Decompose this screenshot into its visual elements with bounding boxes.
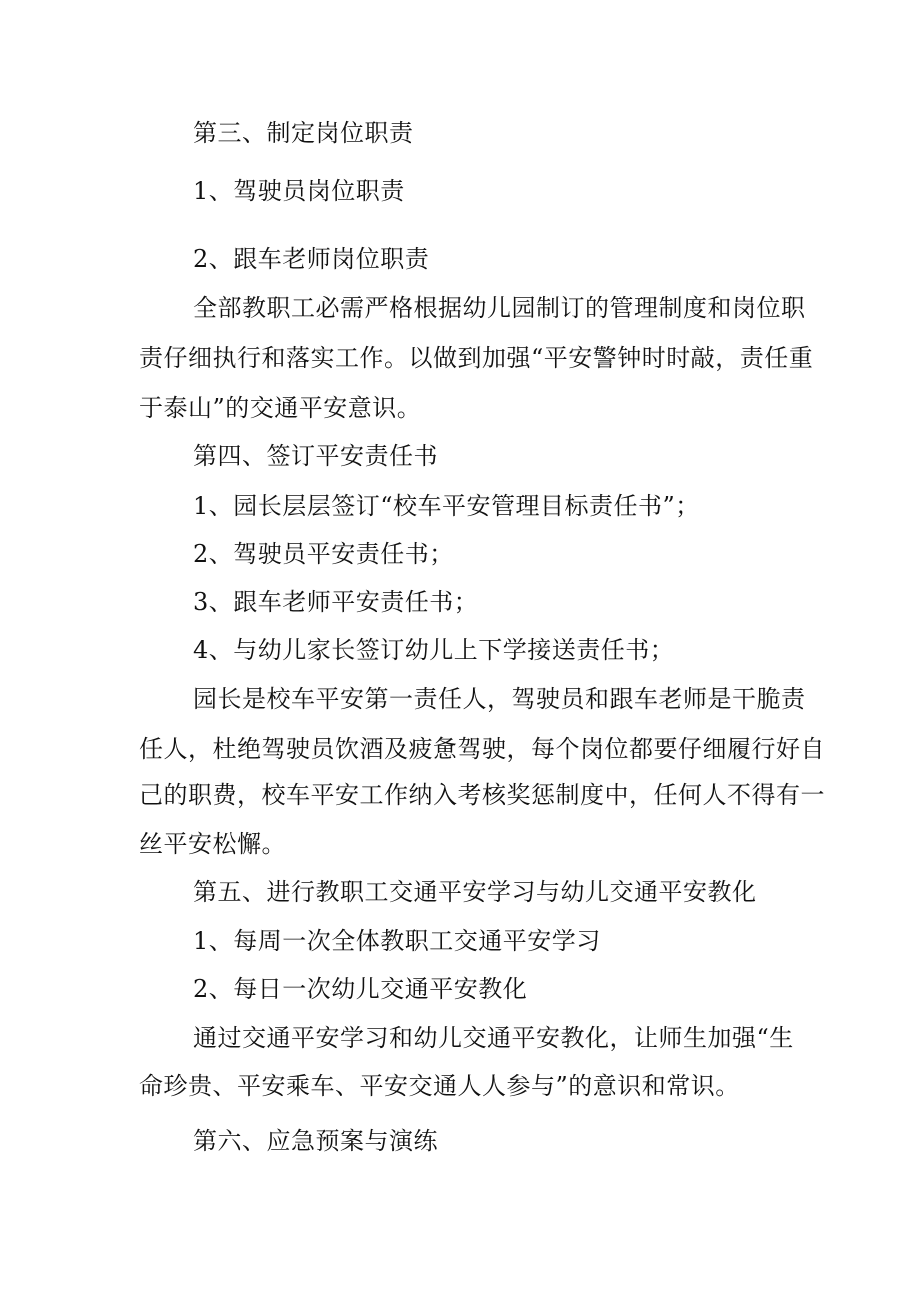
list-item: 2、驾驶员平安责任书； [193, 540, 454, 568]
list-item: 2、每日一次幼儿交通平安教化 [193, 975, 528, 1003]
list-item: 1、每周一次全体教职工交通平安学习 [193, 927, 601, 955]
paragraph-line: 任人，杜绝驾驶员饮酒及疲惫驾驶，每个岗位都要仔细履行好自 [139, 735, 825, 763]
list-item: 4、与幼儿家长签订幼儿上下学接送责任书； [193, 636, 675, 664]
paragraph-line: 己的职费，校车平安工作纳入考核奖惩制度中，任何人不得有一 [139, 781, 825, 809]
paragraph-line: 通过交通平安学习和幼儿交通平安教化，让师生加强“生 [193, 1024, 794, 1052]
section-heading-3: 第三、制定岗位职责 [193, 119, 414, 147]
list-item: 3、跟车老师平安责任书； [193, 588, 479, 616]
paragraph-line: 责仔细执行和落实工作。以做到加强“平安警钟时时敲，责任重 [139, 344, 814, 372]
section-heading-4: 第四、签订平安责任书 [193, 442, 438, 470]
paragraph-line: 于泰山”的交通平安意识。 [139, 394, 422, 422]
paragraph-line: 命珍贵、平安乘车、平安交通人人参与”的意识和常识。 [139, 1072, 740, 1100]
paragraph-line: 丝平安松懈。 [139, 830, 286, 858]
section-heading-6: 第六、应急预案与演练 [193, 1127, 438, 1155]
list-item: 1、驾驶员岗位职责 [193, 177, 405, 205]
section-heading-5: 第五、进行教职工交通平安学习与幼儿交通平安教化 [193, 878, 757, 906]
list-item: 2、跟车老师岗位职责 [193, 245, 430, 273]
list-item: 1、园长层层签订“校车平安管理目标责任书”； [193, 492, 700, 520]
paragraph-line: 园长是校车平安第一责任人，驾驶员和跟车老师是干脆责 [193, 685, 806, 713]
paragraph-line: 全部教职工必需严格根据幼儿园制订的管理制度和岗位职 [193, 294, 806, 322]
